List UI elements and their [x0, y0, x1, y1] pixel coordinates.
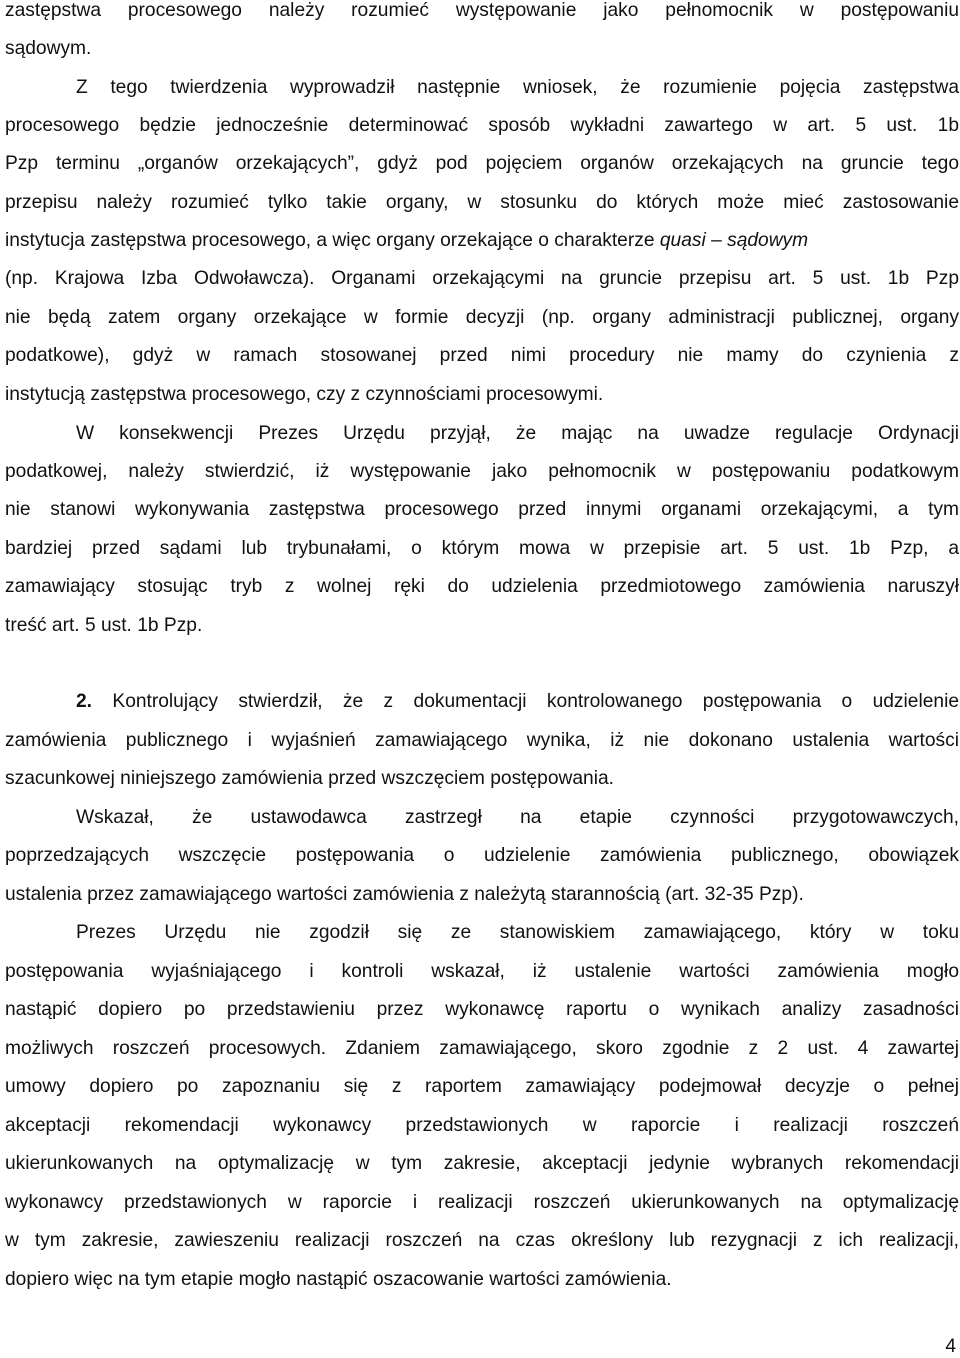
text-line: (np. Krajowa Izba Odwoławcza). Organami orzekającymi na gruncie przepisu art. 5 ust. 1b Pzp [5, 268, 959, 289]
text-line: postępowania wyjaśniającego i kontroli wskazał, iż ustalenie wartości zamówienia mogło [5, 961, 959, 982]
text-line: wykonawcy przedstawionych w raporcie i realizacji roszczeń ukierunkowanych na optymalizację [5, 1192, 959, 1213]
text-line: podatkowej, należy stwierdzić, iż występowanie jako pełnomocnik w postępowaniu podatkowym [5, 461, 959, 482]
section-first-line [76, 691, 959, 713]
text-line: szacunkowej niniejszego zamówienia przed wszczęciem postępowania. [5, 768, 614, 789]
page-number: 4 [945, 1336, 956, 1357]
text-segment: instytucja zastępstwa procesowego, a więc organy orzekające o charakterze [5, 230, 655, 251]
text-line: akceptacji rekomendacji wykonawcy przedstawionych w raporcie i realizacji roszczeń [5, 1115, 959, 1136]
text-line: nie stanowi wykonywania zastępstwa procesowego przed innymi organami orzekającymi, a tym [5, 499, 959, 520]
text-line: dopiero więc na tym etapie mogło nastąpić oszacowanie wartości zamówienia. [5, 1269, 672, 1290]
text-line: nastąpić dopiero po przedstawieniu przez wykonawcę raportu o wynikach analizy zasadności [5, 999, 959, 1020]
text-line: ukierunkowanych na optymalizację w tym zakresie, akceptacji jedynie wybranych rekomendacji [5, 1153, 959, 1174]
text-line: umowy dopiero po zapoznaniu się z raportem zamawiający podejmował decyzje o pełnej [5, 1076, 959, 1097]
text-line: zastępstwa procesowego należy rozumieć występowanie jako pełnomocnik w postępowaniu [5, 0, 959, 21]
text-segment: Kontrolujący stwierdził, że z dokumentacji kontrolowanego postępowania o udzielenie [112, 691, 959, 712]
italic-term: sądowym [727, 230, 809, 251]
text-line: zamówienia publicznego i wyjaśnień zamawiającego wynika, iż nie dokonano ustalenia wartości [5, 730, 959, 751]
text-line: Pzp terminu „organów orzekających”, gdyż pod pojęciem organów orzekających na gruncie tego [5, 153, 959, 174]
text-line: nie będą zatem organy orzekające w formie decyzji (np. organy administracji publicznej, organy [5, 307, 959, 328]
text-line: Prezes Urzędu nie zgodził się ze stanowiskiem zamawiającego, który w toku [76, 922, 959, 943]
text-line-with-italic [5, 230, 959, 252]
text-line: W konsekwencji Prezes Urzędu przyjął, że mając na uwadze regulacje Ordynacji [76, 423, 959, 444]
text-line: procesowego będzie jednocześnie determinować sposób wykładni zawartego w art. 5 ust. 1b [5, 115, 959, 136]
text-line: bardziej przed sądami lub trybunałami, o którym mowa w przepisie art. 5 ust. 1b Pzp, a [5, 538, 959, 559]
dash: – [711, 230, 722, 251]
text-line: możliwych roszczeń procesowych. Zdaniem zamawiającego, skoro zgodnie z 2 ust. 4 zawartej [5, 1038, 959, 1059]
text-line: poprzedzających wszczęcie postępowania o udzielenie zamówienia publicznego, obowiązek [5, 845, 959, 866]
text-line: w tym zakresie, zawieszeniu realizacji roszczeń na czas określony lub rezygnacji z ich realizacji, [5, 1230, 959, 1251]
text-line: Z tego twierdzenia wyprowadził następnie wniosek, że rozumienie pojęcia zastępstwa [76, 77, 959, 98]
text-line: podatkowe), gdyż w ramach stosowanej przed nimi procedury nie mamy do czynienia z [5, 345, 959, 366]
text-line: przepisu należy rozumieć tylko takie organy, w stosunku do których może mieć zastosowanie [5, 192, 959, 213]
text-line: zamawiający stosując tryb z wolnej ręki do udzielenia przedmiotowego zamówienia naruszył [5, 576, 959, 597]
text-line: treść art. 5 ust. 1b Pzp. [5, 615, 203, 636]
text-line: instytucją zastępstwa procesowego, czy z czynnościami procesowymi. [5, 384, 604, 405]
section-number: 2. [76, 691, 93, 712]
text-line: Wskazał, że ustawodawca zastrzegł na etapie czynności przygotowawczych, [76, 807, 959, 828]
text-line: ustalenia przez zamawiającego wartości zamówienia z należytą starannością (art. 32-35 Pzp). [5, 884, 804, 905]
text-line: sądowym. [5, 38, 92, 59]
italic-term: quasi [659, 230, 706, 251]
